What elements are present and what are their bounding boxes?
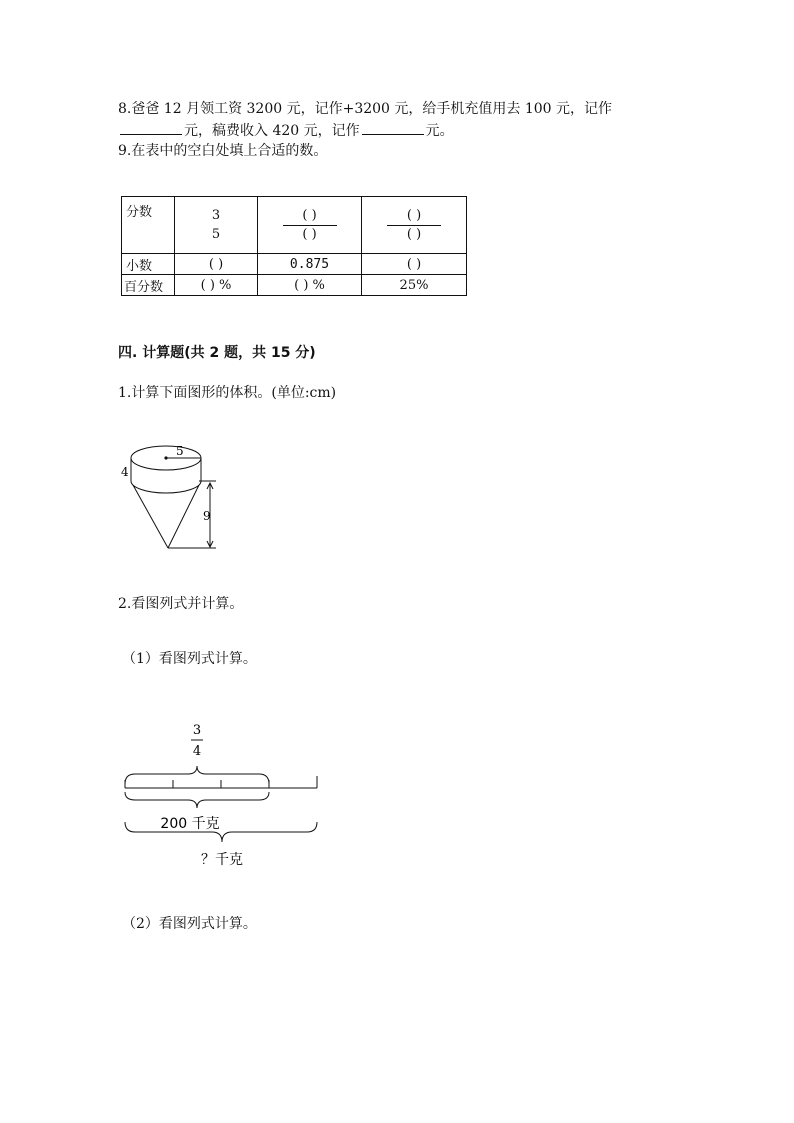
cell-percent-given: 25%	[362, 275, 467, 296]
answer-blank-2[interactable]	[362, 120, 424, 135]
cell-decimal-blank-1[interactable]: ( )	[175, 254, 258, 275]
paren-bottom-1: ( )	[302, 226, 317, 242]
row-header-fraction: 分数	[122, 197, 175, 254]
row-header-percent: 百分数	[122, 275, 175, 296]
cylinder-height-label: 4	[121, 465, 129, 479]
cylinder-cone-figure	[110, 428, 230, 554]
fraction-denominator-label: 4	[192, 744, 202, 759]
paren-top-1: ( )	[302, 207, 317, 223]
answer-blank-1[interactable]	[120, 120, 182, 135]
question-8	[118, 98, 612, 142]
cell-fraction-given	[175, 197, 258, 254]
cell-decimal-given: 0.875	[258, 254, 362, 275]
cell-percent-blank-2[interactable]: ( ) %	[258, 275, 362, 296]
section-title: 四. 计算题(共 2 题，共 15 分)	[118, 345, 316, 361]
problem-1: 1.计算下面图形的体积。(单位:cm)	[118, 385, 337, 401]
bar-diagram	[118, 718, 328, 874]
sub-problem-1: （1）看图列式计算。	[122, 651, 257, 667]
sub-problem-2: （2）看图列式计算。	[122, 916, 257, 932]
fraction-numerator: 3	[211, 207, 221, 223]
part-weight-label: 200 千克	[160, 816, 220, 832]
cell-fraction-blank-2[interactable]	[362, 197, 467, 254]
question-8-line2	[118, 120, 612, 142]
problem-2: 2.看图列式并计算。	[118, 596, 244, 612]
conversion-table	[121, 196, 467, 296]
radius-label: 5	[176, 444, 184, 458]
cell-fraction-blank-1[interactable]	[258, 197, 362, 254]
row-header-decimal: 小数	[122, 254, 175, 275]
question-8-line1: 8.爸爸 12 月领工资 3200 元，记作+3200 元，给手机充值用去 100 元，记作	[118, 101, 613, 117]
paren-top-2: ( )	[406, 207, 422, 223]
cell-percent-blank-1[interactable]: ( ) %	[175, 275, 258, 296]
cone-height-label: 9	[203, 509, 211, 523]
question-9: 9.在表中的空白处填上合适的数。	[118, 143, 328, 159]
question-8-text-a: 元，稿费收入 420 元，记作	[184, 123, 360, 139]
cell-decimal-blank-2[interactable]: ( )	[362, 254, 467, 275]
fraction-numerator-label: 3	[192, 723, 202, 738]
total-weight-label: ？千克	[201, 852, 243, 868]
question-8-text-b: 元。	[425, 123, 454, 139]
fraction-denominator: 5	[211, 226, 221, 242]
paren-bottom-2: ( )	[406, 226, 422, 242]
